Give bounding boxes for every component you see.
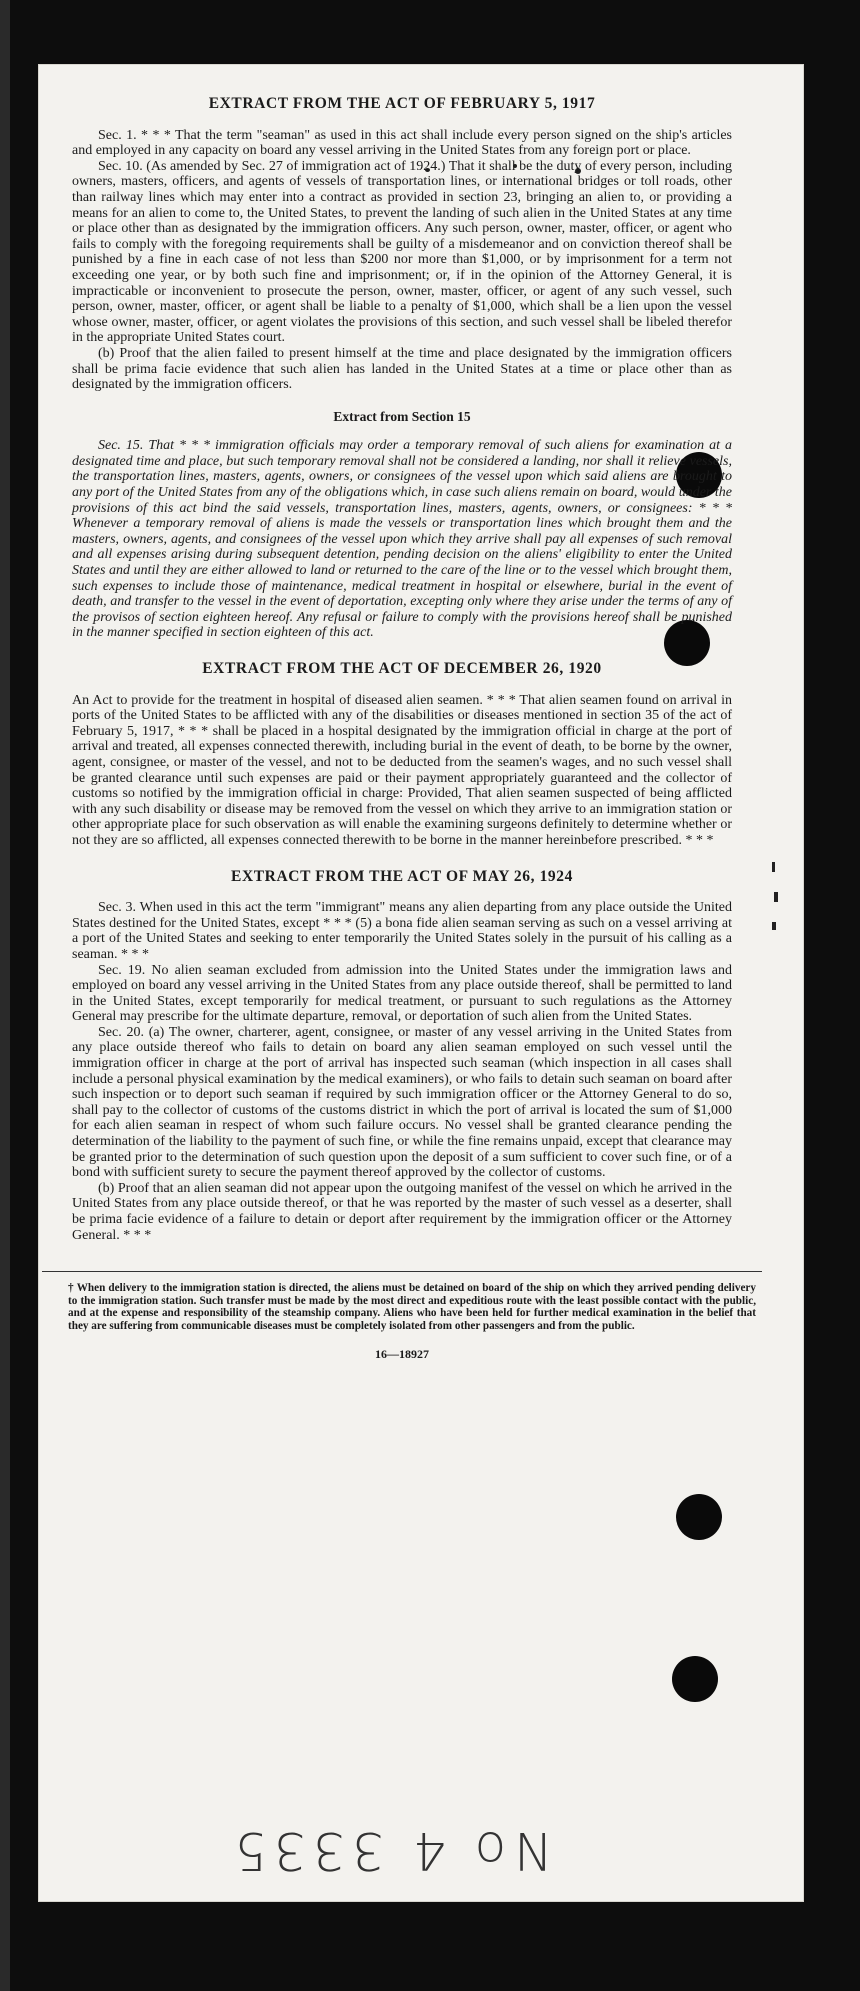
paragraph-act-1920: An Act to provide for the treatment in hospital of diseased alien seamen. * * * That alien seamen found on arrival in ports of the United States to be afflicted with any of the disabilities or diseases mentioned in section 35 of the act of February 5, 1917, * * * shall be placed in a hospital designated by the immigration official in charge at the port of arrival and treated, all expenses connected therewith, including burial in the event of death, to be borne by the owner, agent, consignee, or master of the vessel, and not to be deducted from the seamen's wages, and no such vessel shall be granted clearance until such expenses are paid or their payment appropriately guaranteed and the collector of customs so notified by the immigration official in charge: Provided, That alien seamen suspected of being afflicted with any such disability or disease may be removed from the vessel on which they arrive to an immigration station or other appropriate place for such observation as will enable the examining surgeons definitely to determine whether or not they are so afflicted, all expenses connected therewith to be borne in the manner hereinbefore prescribed. * * * <box>72 692 732 848</box>
section-act-1917 <box>72 128 732 393</box>
film-edge-left <box>0 0 10 1991</box>
heading-act-1924: EXTRACT FROM THE ACT OF MAY 26, 1924 <box>231 867 573 885</box>
margin-mark <box>772 862 775 872</box>
handwritten-annotation: No 4 3335 <box>228 1820 552 1880</box>
subheading-section-15: Extract from Section 15 <box>333 408 471 424</box>
section-15 <box>72 438 732 641</box>
footnote-divider <box>42 1271 762 1272</box>
margin-mark <box>772 922 776 930</box>
heading-act-1920: EXTRACT FROM THE ACT OF DECEMBER 26, 1920 <box>202 660 602 677</box>
punch-hole <box>676 1494 722 1540</box>
paragraph-sec-20b: (b) Proof that an alien seaman did not appear upon the outgoing manifest of the vessel on which he arrived in the United States from any place outside thereof, or that he was reported by the master of such vessel as a deserter, shall be prima facie evidence of a failure to detain or deport after requirement by the immigration officer or the Attorney General. * * * <box>72 1180 732 1243</box>
paragraph-sec-19: Sec. 19. No alien seaman excluded from admission into the United States under the immigration laws and employed on board any vessel arriving in the United States from any place outside thereof, shall be permitted to land in the United States, except temporarily for medical treatment, or pursuant to such regulations as the Attorney General may prescribe for the ultimate departure, removal, or deportation of such alien from the United States. <box>72 962 732 1025</box>
footnote: † When delivery to the immigration station is directed, the aliens must be detained on board of the ship on which they arrived pending delivery to the immigration station. Such transfer must be made by the most direct and expeditious route with the least possible contact with the public, and at the expense and responsibility of the steamship company. Aliens who have been held for further medical examination in the belief that they are suffering from communicable diseases must be completely isolated from other passengers and from the public. <box>68 1282 756 1332</box>
section-act-1920 <box>72 693 732 849</box>
paragraph-sec-20a: Sec. 20. (a) The owner, charterer, agent, consignee, or master of any vessel arriving in the United States from any place outside thereof who fails to detain on board any alien seaman employed on such vessel until the immigration officer in charge at the port of arrival has inspected such seaman (which inspection in all cases shall include a personal physical examination by the medical examiners), or who fails to detain such seaman on board after such inspection or to deport such seaman if required by such immigration officer or the Attorney General to do so, shall pay to the collector of customs of the customs district in which the port of arrival is located the sum of $1,000 for each alien seaman in respect of whom such failure occurs. No vessel shall be granted clearance pending the determination of the liability to the payment of such fine, or while the fine remains unpaid, except that clearance may be granted prior to the determination of such question upon the deposit of a sum sufficient to cover such fine, or of a bond with sufficient surety to secure the payment thereof approved by the collector of customs. <box>72 1024 732 1181</box>
margin-mark <box>774 892 778 902</box>
paragraph-sec-10: Sec. 10. (As amended by Sec. 27 of immigration act of 1924.) That it shall be the duty of every person, including owners, masters, officers, and agents of vessels of transportation lines, or international bridges or toll roads, other than railway lines which may enter into a contract as provided in section 23, bringing an alien to, or providing a means for an alien to come to, the United States, to prevent the landing of such alien in the United States at any time or place other than as designated by the immigration officers. Any such person, owner, master, officer, or agent who fails to comply with the foregoing requirements shall be guilty of a misdemeanor and on conviction thereof shall be punished by a fine in each case of not less than $200 nor more than $1,000, or by imprisonment for a term not exceeding one year, or by both such fine and imprisonment; or, if in the opinion of the Attorney General, it is impracticable or inconvenient to prosecute the person, owner, master, officer, or agent of any such vessel, such person, owner, master, officer, or agent shall be liable to a penalty of $1,000, which shall be a lien upon the vessel whose owner, master, officer, or agent violates the provisions of this section, and such vessel shall be libeled therefor in the appropriate United States court. <box>72 158 732 346</box>
punch-hole <box>672 1656 718 1702</box>
paragraph-sec-10b: (b) Proof that the alien failed to present himself at the time and place designated by the immigration officers shall be prima facie evidence that such alien has landed in the United States at a time or place other than as designated by the immigration officers. <box>72 345 732 393</box>
section-act-1924 <box>72 900 732 1243</box>
form-number: 16—18927 <box>375 1346 429 1361</box>
paragraph-sec-1: Sec. 1. * * * That the term "seaman" as used in this act shall include every person signed on the ship's articles and employed in any capacity on board any vessel arriving in the United States from any foreign port or place. <box>72 127 732 159</box>
document-body <box>68 95 756 1362</box>
margin-marks <box>770 862 790 942</box>
paragraph-sec-3: Sec. 3. When used in this act the term "immigrant" means any alien departing from any place outside the United States destined for the United States, except * * * (5) a bona fide alien seaman serving as such on a vessel arriving at a port of the United States and seeking to enter temporarily the United States solely in the pursuit of his calling as a seaman. * * * <box>72 900 732 962</box>
heading-act-1917: EXTRACT FROM THE ACT OF FEBRUARY 5, 1917 <box>208 95 596 112</box>
paragraph-sec-15: Sec. 15. That * * * immigration officials may order a temporary removal of such aliens for examination at a designated time and place, but such temporary removal shall not be considered a landing, nor shall it relieve vessels, the transportation lines, masters, agents, owners, or consignees of the vessel upon which said aliens are brought to any port of the United States from any of the obligations which, in case such aliens remain on board, would under the provisions of this act bind the said vessels, transportation lines, masters, agents, owners, or consignees: * * * Whenever a temporary removal of aliens is made the vessels or transportation lines which brought them and the masters, owners, agents, and consignees of the vessel upon which they arrive shall pay all expenses of such removal and all expenses arising during subsequent detention, pending decision on the aliens' eligibility to enter the United States and until they are either allowed to land or returned to the care of the line or to the vessel which brought them, such expenses to include those of maintenance, medical treatment in hospital or elsewhere, burial in the event of death, and transfer to the vessel in the event of deportation, excepting only where they arise under the terms of any of the provisos of section eighteen hereof. Any refusal or failure to comply with the provisions hereof shall be punished in the manner specified in section eighteen of this act. <box>72 438 732 641</box>
